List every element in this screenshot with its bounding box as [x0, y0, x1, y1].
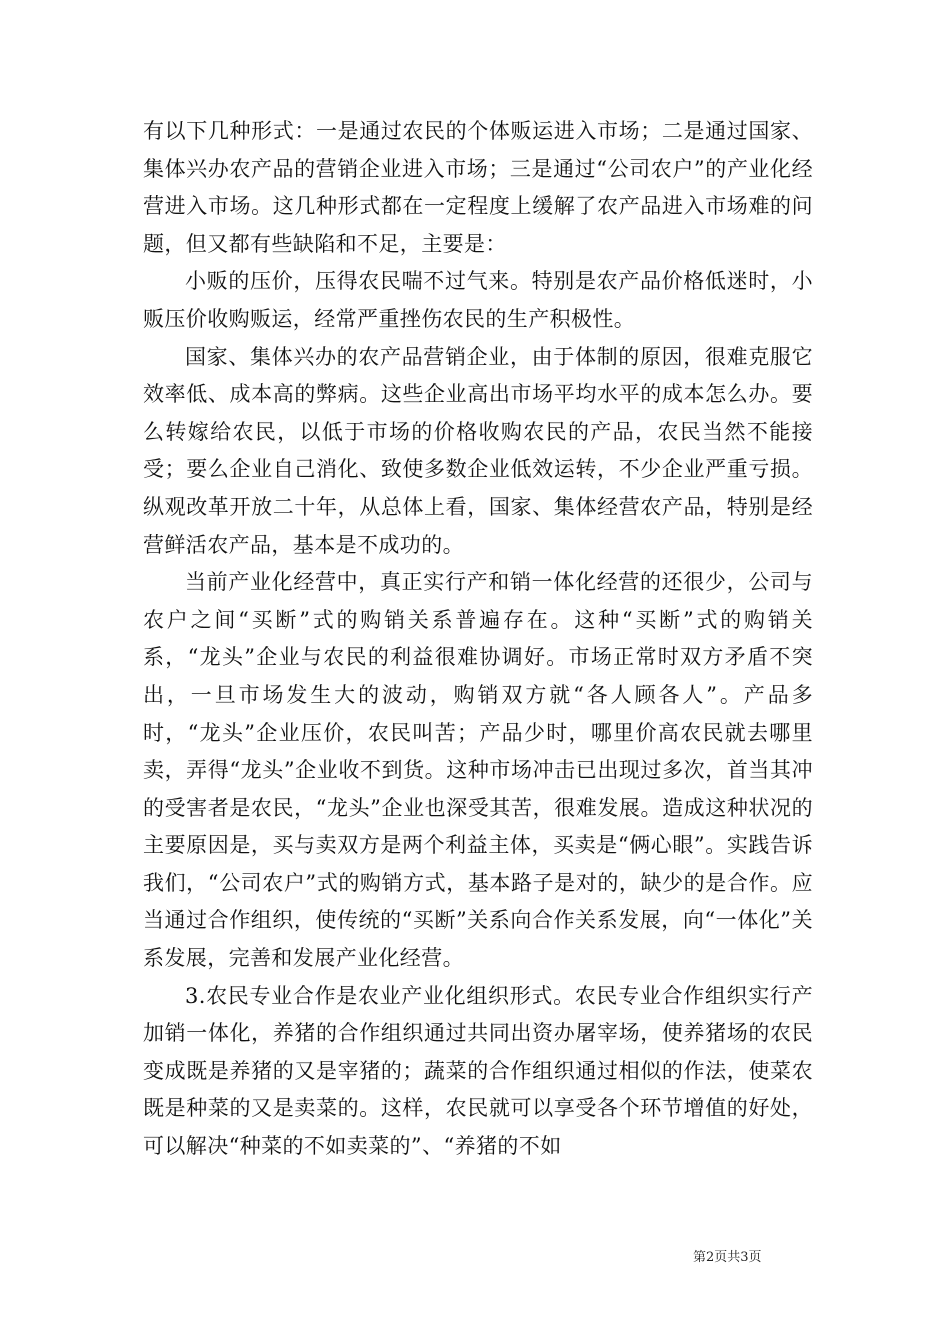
paragraph-1: 有以下几种形式：一是通过农民的个体贩运进入市场；二是通过国家、集体兴办农产品的营销企业进入市场；三是通过“公司农户”的产业化经营进入市场。这几种形式都在一定程度上缓解了农产品进入市场难的问题，但又都有些缺陷和不足，主要是： [143, 119, 813, 256]
page-number-footer: 第2页共3页 [693, 1250, 762, 1265]
paragraph-5: 3.农民专业合作是农业产业化组织形式。农民专业合作组织实行产加销一体化，养猪的合作组织通过共同出资办屠宰场，使养猪场的农民变成既是养猪的又是宰猪的；蔬菜的合作组织通过相似的作法，使菜农既是种菜的又是卖菜的。这样，农民就可以享受各个环节增值的好处，可以解决“种菜的不如卖菜的”、“养猪的不如 [143, 983, 813, 1159]
document-body [143, 113, 813, 1166]
paragraph-4: 当前产业化经营中，真正实行产和销一体化经营的还很少，公司与农户之间“买断”式的购销关系普遍存在。这种“买断”式的购销关系，“龙头”企业与农民的利益很难协调好。市场正常时双方矛盾不突出，一旦市场发生大的波动，购销双方就“各人顾各人”。产品多时，“龙头”企业压价，农民叫苦；产品少时，哪里价高农民就去哪里卖，弄得“龙头”企业收不到货。这种市场冲击已出现过多次，首当其冲的受害者是农民，“龙头”企业也深受其苦，很难发展。造成这种状况的主要原因是，买与卖双方是两个利益主体，买卖是“俩心眼”。实践告诉我们，“公司农户”式的购销方式，基本路子是对的，缺少的是合作。应当通过合作组织，使传统的“买断”关系向合作关系发展，向“一体化”关系发展，完善和发展产业化经营。 [143, 570, 813, 971]
paragraph-2: 小贩的压价，压得农民喘不过气来。特别是农产品价格低迷时，小贩压价收购贩运，经常严重挫伤农民的生产积极性。 [143, 269, 813, 331]
paragraph-3: 国家、集体兴办的农产品营销企业，由于体制的原因，很难克服它效率低、成本高的弊病。这些企业高出市场平均水平的成本怎么办。要么转嫁给农民，以低于市场的价格收购农民的产品，农民当然不能接受；要么企业自己消化、致使多数企业低效运转，不少企业严重亏损。纵观改革开放二十年，从总体上看，国家、集体经营农产品，特别是经营鲜活农产品，基本是不成功的。 [143, 344, 813, 557]
